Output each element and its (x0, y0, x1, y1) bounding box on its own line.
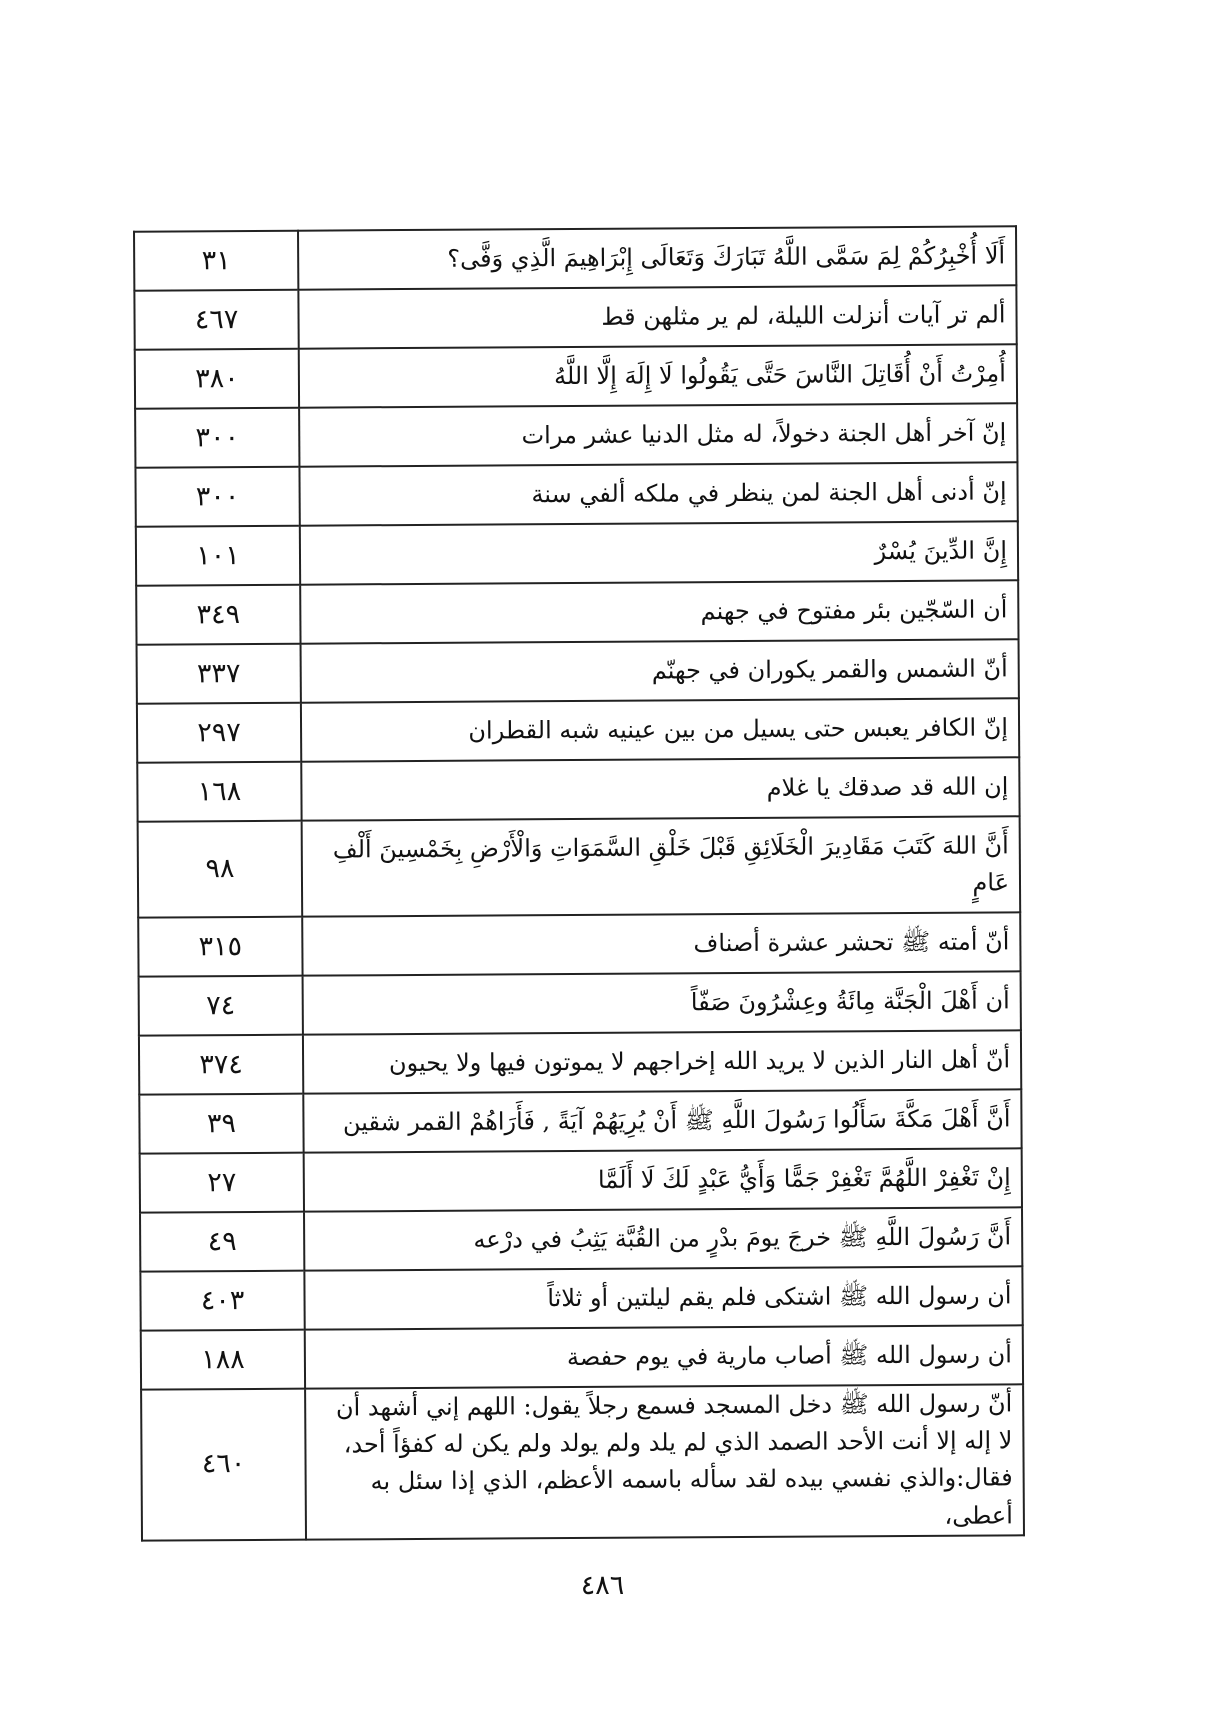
hadith-text: أن رسول الله ﷺ أصاب مارية في يوم حفصة (305, 1325, 1023, 1388)
table-row (137, 757, 1019, 821)
hadith-text: أن السّجّين بئر مفتوح في جهنم (300, 580, 1018, 643)
table-row (138, 816, 1021, 917)
hadith-text: أَلَا أُخْبِرُكُمْ لِمَ سَمَّى اللَّهُ تَبَارَكَ وَتَعَالَى إِبْرَاهِيمَ الَّذِي وَفَّى؟ (298, 226, 1016, 289)
page-reference: ٤٦٠ (141, 1389, 306, 1541)
page-reference: ٣٤٩ (136, 585, 300, 645)
table-row (141, 1384, 1024, 1540)
hadith-text: أنّ أهل النار الذين لا يريد الله إخراجهم لا يموتون فيها ولا يحيون (303, 1030, 1021, 1093)
hadith-text: أَنَّ اللهَ كَتَبَ مَقَادِيرَ الْخَلَائِقِ قَبْلَ خَلْقِ السَّمَوَاتِ وَالْأَرْضِ بِخَمْسِينَ أَلْفِ عَامٍ (302, 816, 1021, 916)
hadith-text: إِنَّ الدِّينَ يُسْرٌ (300, 521, 1018, 584)
table-row (140, 1207, 1022, 1271)
hadith-text: أَنَّ رَسُولَ اللَّهِ ﷺ خرجَ يومَ بدْرٍ من القُبَّة يَثِبُ في درْعه (304, 1207, 1022, 1270)
table-row (136, 521, 1018, 585)
hadith-text: أن أَهْلَ الْجَنَّة مِائَةُ وعِشْرُونَ صَفّاً (303, 971, 1021, 1034)
page-reference: ٤٠٣ (140, 1271, 304, 1331)
page-reference: ٩٨ (138, 821, 303, 918)
hadith-text: إنّ أدنى أهل الجنة لمن ينظر في ملكه ألفي سنة (299, 462, 1017, 525)
page-reference: ٧٤ (139, 976, 303, 1036)
table-row (135, 344, 1017, 408)
table-row (135, 462, 1017, 526)
hadith-text: أن رسول الله ﷺ اشتكى فلم يقم ليلتين أو ثلاثاً (304, 1266, 1022, 1329)
table-row (134, 285, 1016, 349)
page-reference: ٢٩٧ (137, 703, 301, 763)
page-reference: ٤٦٧ (134, 290, 298, 350)
table-row (140, 1266, 1022, 1330)
table-row (139, 971, 1021, 1035)
page-reference: ٤٩ (140, 1212, 304, 1272)
page-reference: ٣٣٧ (137, 644, 301, 704)
page-reference: ٣١٥ (138, 917, 302, 977)
hadith-text: أَنَّ أَهْلَ مَكَّةَ سَأَلُوا رَسُولَ اللَّهِ ﷺ أَنْ يُرِيَهُمْ آيَةً , فَأَرَاهُمْ القمر شقين (303, 1089, 1021, 1152)
table-row (134, 226, 1016, 290)
page-reference: ٢٧ (140, 1153, 304, 1213)
page-number: ٤٨٦ (580, 1570, 625, 1601)
page-reference: ١٨٨ (141, 1330, 305, 1390)
table-row (139, 1030, 1021, 1094)
hadith-text: ألم تر آيات أنزلت الليلة، لم ير مثلهن قط (298, 285, 1016, 348)
hadith-text: أنّ أمته ﷺ تحشر عشرة أصناف (302, 912, 1020, 975)
hadith-text: إِنْ تَغْفِرْ اللَّهُمَّ تَغْفِرْ جَمًّا وَأَيُّ عَبْدٍ لَكَ لَا أَلَمَّا (304, 1148, 1022, 1211)
page-reference: ٣٨٠ (135, 349, 299, 409)
hadith-text: إنّ الكافر يعبس حتى يسيل من بين عينيه شبه القطران (301, 698, 1019, 761)
hadith-text: أنّ رسول الله ﷺ دخل المسجد فسمع رجلاً يقول: اللهم إني أشهد أن لا إله إلا أنت الأحد الصمد الذي لم يلد ولم يولد ولم يكن له كفؤاً أحد، فقال:والذي نفسي بيده لقد سأله باسمه الأعظم، الذي إذا سئل به أعطى، (305, 1384, 1024, 1539)
table-row (137, 698, 1019, 762)
page-reference: ٣٠٠ (135, 408, 299, 468)
table-row (140, 1148, 1022, 1212)
page-reference: ٣٧٤ (139, 1035, 303, 1095)
table-row (138, 912, 1020, 976)
hadith-text: أنّ الشمس والقمر يكوران في جهنّم (301, 639, 1019, 702)
page-reference: ٣١ (134, 231, 298, 291)
hadith-text: أُمِرْتُ أَنْ أُقَاتِلَ النَّاسَ حَتَّى يَقُولُوا لَا إِلَهَ إِلَّا اللَّهُ (299, 344, 1017, 407)
page-reference: ١٦٨ (137, 762, 301, 822)
table-row (137, 639, 1019, 703)
hadith-text: إن الله قد صدقك يا غلام (301, 757, 1019, 820)
table-row (135, 403, 1017, 467)
table-row (139, 1089, 1021, 1153)
table-row (136, 580, 1018, 644)
page-reference: ٣٠٠ (135, 467, 299, 527)
hadith-index-table (133, 225, 1025, 1541)
page-reference: ٣٩ (139, 1094, 303, 1154)
hadith-text: إنّ آخر أهل الجنة دخولاً، له مثل الدنيا عشر مرات (299, 403, 1017, 466)
table-row (141, 1325, 1023, 1389)
page-reference: ١٠١ (136, 526, 300, 586)
